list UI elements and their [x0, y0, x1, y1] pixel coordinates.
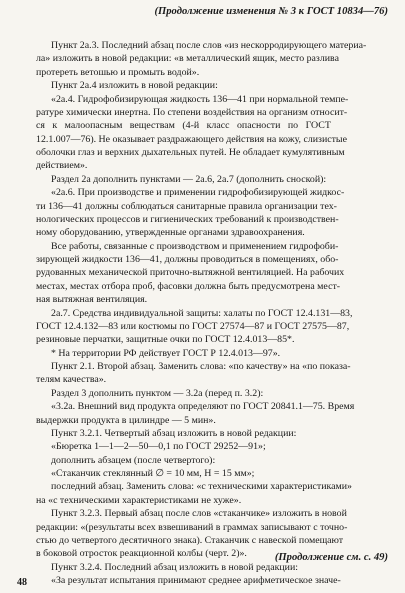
body-text [36, 39, 388, 587]
text-line: Раздел 3 дополнить пунктом — 3.2а (перед п. 3.2): [51, 387, 264, 399]
text-line: «3.2а. Внешний вид продукта определяют по ГОСТ 20841.1—75. Время [51, 401, 355, 413]
text-line: «Стаканчик стеклянный ∅ = 10 мм, Н = 15 мм»; [51, 468, 255, 479]
text-line: ратуре химически инертна. По степени воздействия на организм относит- [36, 106, 348, 118]
text-line: ная вытяжная вентиляция. [36, 294, 148, 306]
text-line: нологических процессов и гигиенических требований к производствен- [36, 213, 339, 225]
text-line: 12.1.007—76). Не оказывает раздражающего действия на кожу, слизистые [36, 133, 347, 145]
text-line: редакции: «(результаты всех взвешиваний в граммах записывают с точно- [36, 521, 348, 533]
text-line: зирующей жидкости 136—41, должны проводиться в помещениях, обо- [36, 254, 339, 265]
text-line: «За результат испытания принимают среднее арифметическое значе- [51, 575, 341, 586]
text-line: стью до четвертого десятичного знака). Стаканчик с навеской помещают [36, 534, 344, 546]
text-line: «Бюретка 1—1—2—50—0,1 по ГОСТ 29252—91»; [51, 441, 266, 453]
text-line: протереть ветошью и промыть водой». [36, 66, 200, 78]
text-line: Все работы, связанные с производством и применением гидрофоби- [51, 240, 339, 252]
page-number: 48 [17, 577, 27, 588]
text-line: ти 136—41 должны соблюдаться санитарные правила организации тех- [36, 200, 337, 212]
text-line: Пункт 3.2.1. Четвертый абзац изложить в новой редакции: [51, 427, 297, 439]
text-line: выдержки продукта в цилиндре — 5 мин». [36, 414, 216, 426]
text-line: на «с техническими характеристиками не хуже». [36, 494, 242, 506]
text-line: «2а.4. Гидрофобизирующая жидкость 136—41 при нормальной темпе- [51, 93, 349, 105]
text-line: ла» изложить в новой редакции: «в металлический ящик, место разлива [36, 53, 339, 65]
text-line: Раздел 2а дополнить пунктами — 2а.6, 2а.7 (дополнить сноской): [51, 173, 327, 185]
text-line: «2а.6. При производстве и применении гидрофобизирующей жидкос- [51, 187, 345, 199]
text-line: рудованных механической приточно-вытяжной вентиляцией. На рабочих [36, 267, 345, 279]
text-line: Пункт 2а.4 изложить в новой редакции: [51, 80, 218, 92]
text-line: телям качества». [36, 374, 107, 386]
continuation-note: (Продолжение см. с. 49) [274, 552, 388, 563]
running-header: (Продолжение изменения № 3 к ГОСТ 10834—76) [154, 6, 388, 17]
text-line: Пункт 2.1. Второй абзац. Заменить слова: «по качеству» на «по показа- [51, 361, 351, 372]
text-line: последний абзац. Заменить слова: «с техническими характеристиками» [51, 481, 352, 493]
text-line: в боковой отросток реакционной колбы (черт. 2)». [36, 548, 247, 560]
text-line: резиновые перчатки, защитные очки по ГОСТ 12.4.013—85*. [36, 334, 295, 346]
text-line: 2а.7. Средства индивидуальной защиты: халаты по ГОСТ 12.4.131—83, [51, 307, 353, 319]
text-line: ному оборудованию, утвержденные органами здравоохранения. [36, 227, 305, 239]
text-line: дополнить абзацем (после четвертого): [51, 454, 216, 466]
text-line: ГОСТ 12.4.132—83 или костюмы по ГОСТ 27574—87 и ГОСТ 27575—87, [36, 320, 350, 332]
footnote-line: * На территории РФ действует ГОСТ Р 12.4.013—97». [51, 347, 281, 359]
text-line: ся к малоопасным веществам (4-й класс опасности по ГОСТ [36, 120, 331, 132]
text-line: Пункт 3.2.3. Первый абзац после слов «стаканчике» изложить в новой [51, 508, 347, 520]
text-line: действием». [36, 160, 88, 172]
text-line: Пункт 2а.3. Последний абзац после слов «из нескорродирующего материа- [51, 40, 367, 51]
text-line: Пункт 3.2.4. Последний абзац изложить в новой редакции: [51, 561, 298, 573]
text-line: местах, местах отбора проб, фасовки должна быть предусмотрена мест- [36, 280, 341, 292]
text-line: оболочки глаз и верхних дыхательных путей. Не обладает кумулятивным [36, 147, 345, 158]
